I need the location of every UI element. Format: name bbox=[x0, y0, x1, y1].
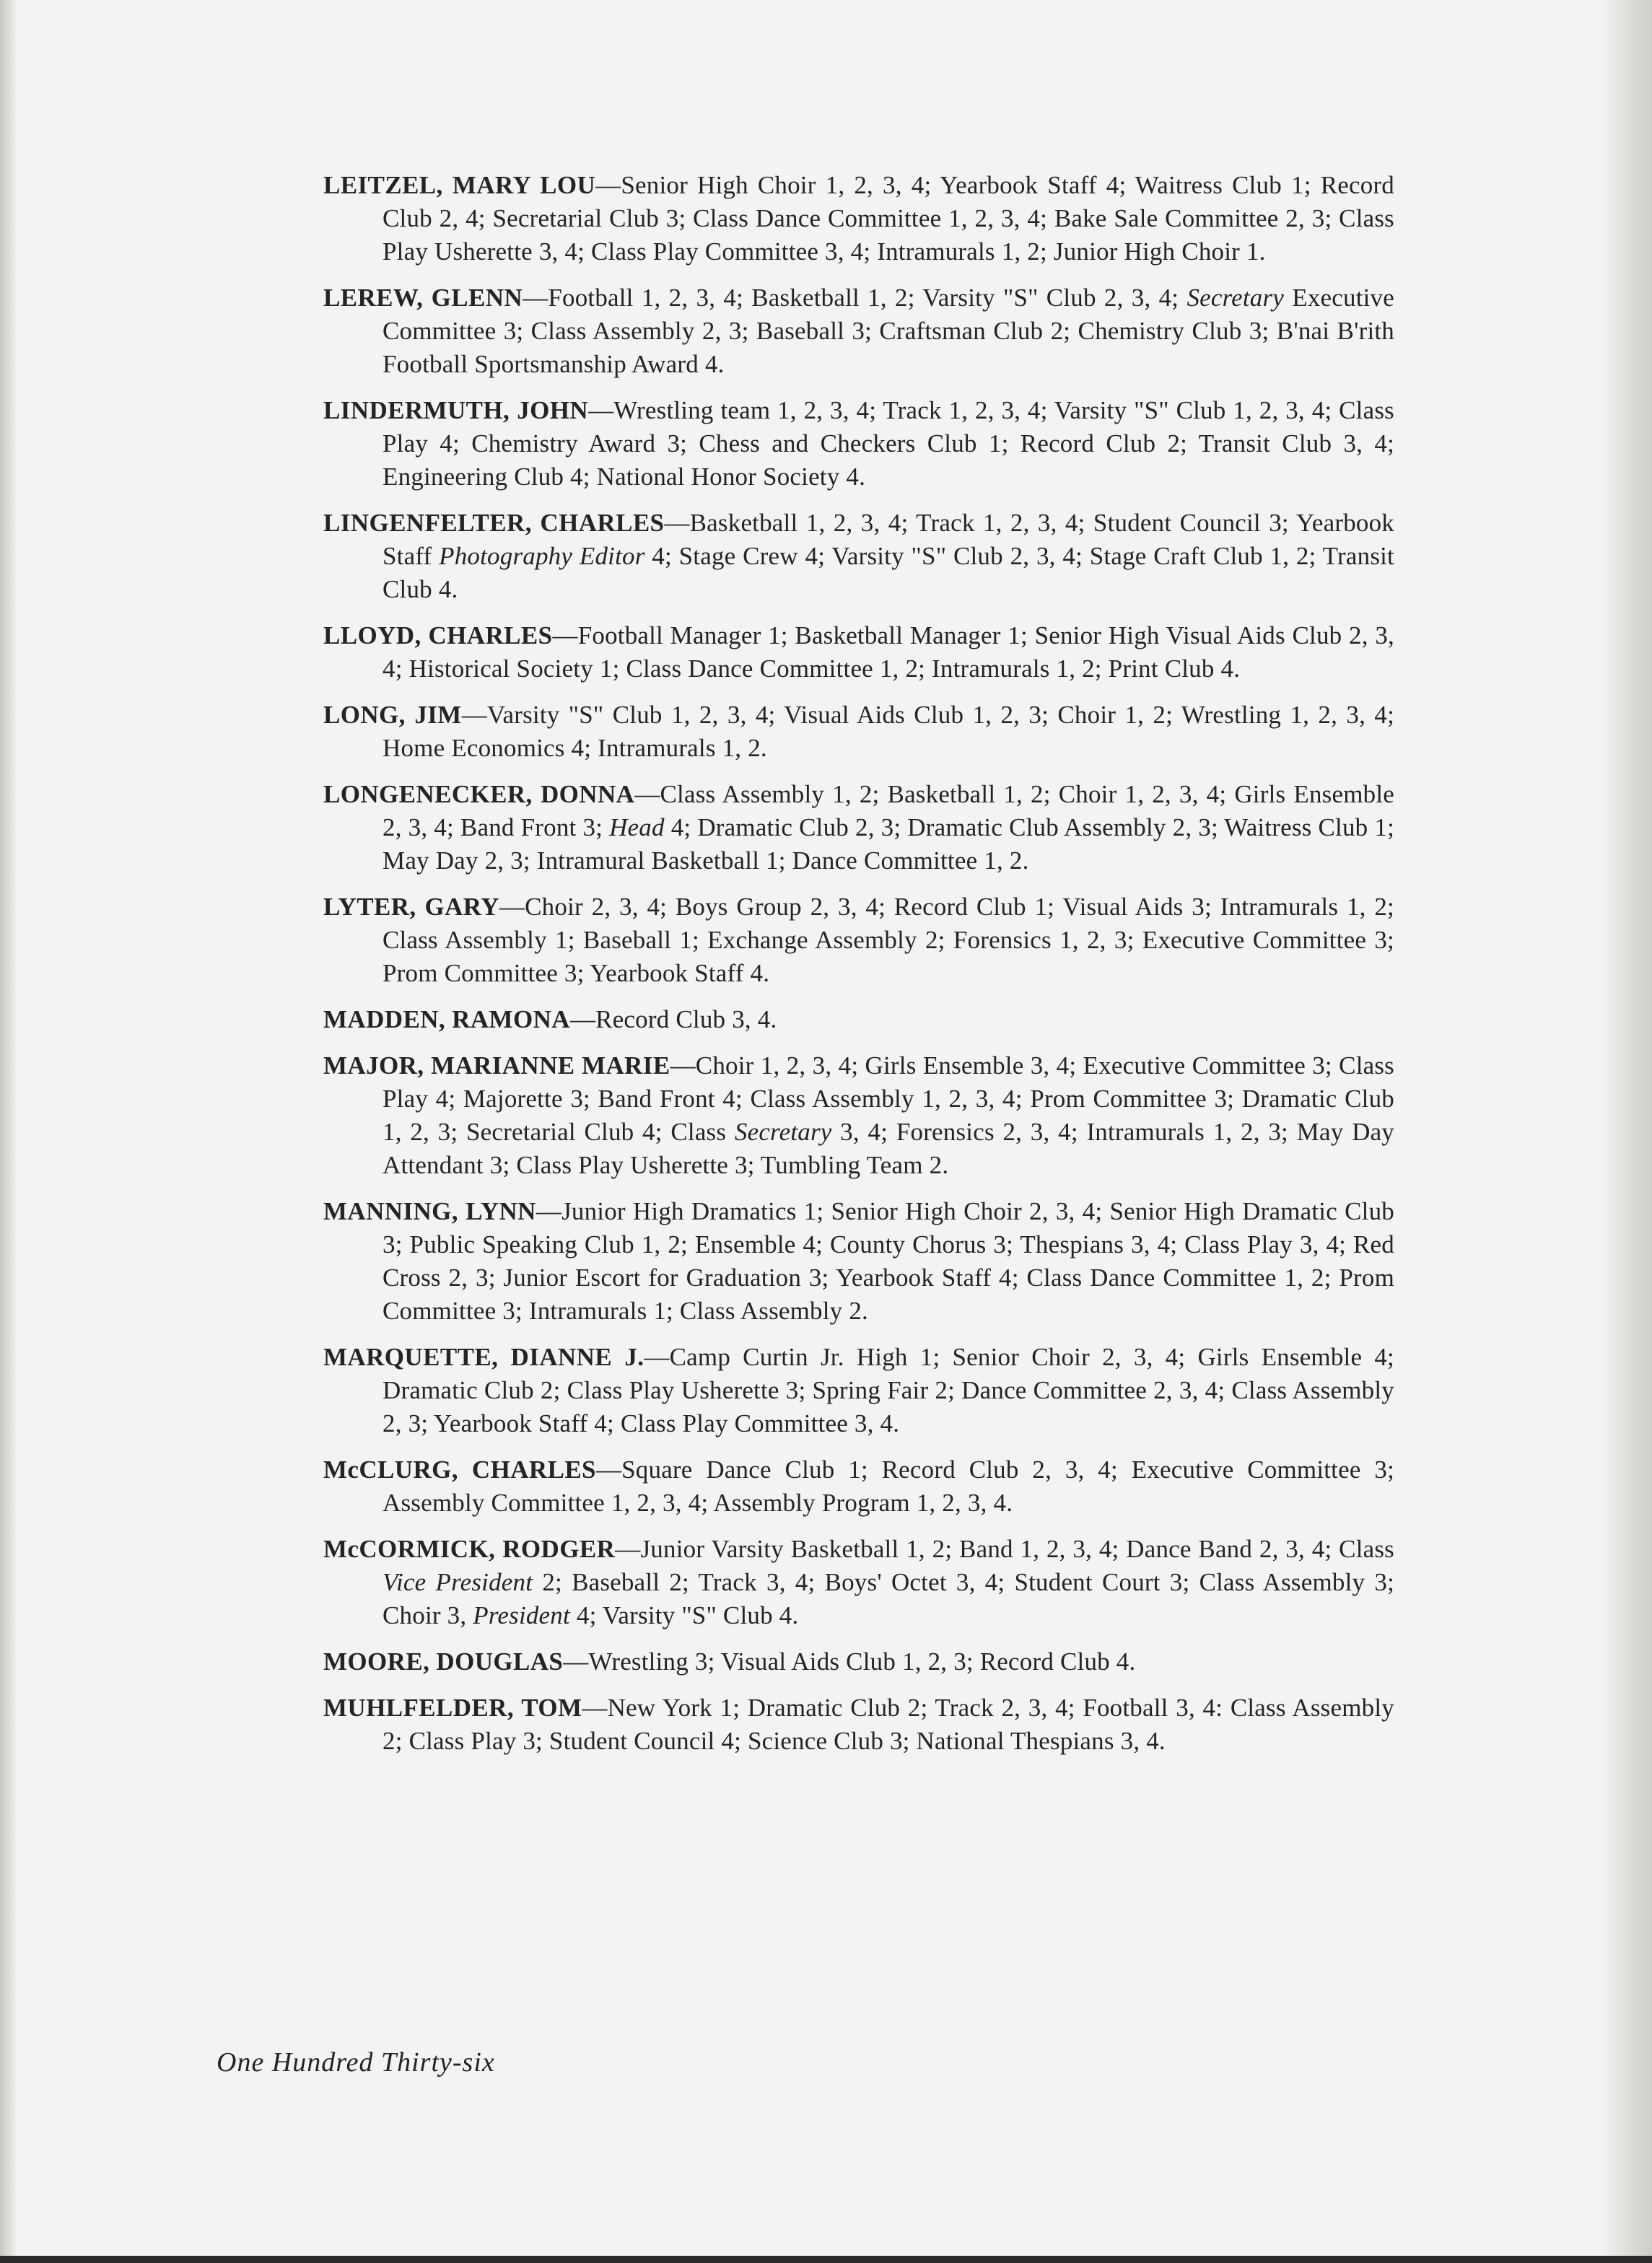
em-dash: — bbox=[588, 396, 614, 424]
student-name: McCORMICK, RODGER bbox=[323, 1535, 616, 1563]
activity-text: Choir 2, 3, 4; Boys Group 2, 3, 4; Record Club 1; Visual Aids 3; Intramurals 1, 2; Class Assembly 1; Baseball 1; Exchange Assembly 2; Forensics 1, 2, 3; Executive Committee 3; Prom Committee 3; Yearbook Staff 4. bbox=[383, 893, 1394, 987]
activity-text: 4; Stage Crew 4; Varsity "S" Club 2, 3, 4; Stage Craft Club 1, 2; Transit Club 4. bbox=[383, 542, 1394, 603]
activity-text: Wrestling team 1, 2, 3, 4; Track 1, 2, 3, 4; Varsity "S" Club 1, 2, 3, 4; Class Play 4; Chemistry Award 3; Chess and Checkers Club 1; Record Club 2; Transit Club 3, 4; Engineering Club 4; National Honor Society 4. bbox=[383, 396, 1394, 491]
activity-text: Football Manager 1; Basketball Manager 1; Senior High Visual Aids Club 2, 3, 4; Historical Society 1; Class Dance Committee 1, 2; Intramurals 1, 2; Print Club 4. bbox=[383, 621, 1394, 683]
em-dash: — bbox=[552, 621, 578, 649]
student-name: LINDERMUTH, JOHN bbox=[323, 396, 589, 424]
em-dash: — bbox=[582, 1694, 608, 1722]
activity-text: Executive Committee 3; Class Assembly 2, 3; Baseball 3; Craftsman Club 2; Chemistry Club 3; B'nai B'rith Football Sportsmanship Award 4. bbox=[383, 284, 1394, 378]
em-dash: — bbox=[499, 893, 525, 921]
em-dash: — bbox=[664, 509, 690, 537]
student-name: MADDEN, RAMONA bbox=[323, 1005, 570, 1033]
student-activity-list bbox=[323, 169, 1394, 1771]
student-name: MAJOR, MARIANNE MARIE bbox=[323, 1051, 670, 1080]
activity-title-italic: Secretary bbox=[734, 1118, 832, 1146]
activity-text: New York 1; Dramatic Club 2; Track 2, 3, 4; Football 3, 4: Class Assembly 2; Class Play 3; Student Council 4; Science Club 3; National Thespians 3, 4. bbox=[383, 1694, 1394, 1755]
student-name: MANNING, LYNN bbox=[323, 1197, 536, 1225]
student-entry bbox=[323, 394, 1394, 494]
activity-text: 4; Dramatic Club 2, 3; Dramatic Club Assembly 2, 3; Waitress Club 1; May Day 2, 3; Intramural Basketball 1; Dance Committee 1, 2. bbox=[383, 813, 1394, 875]
em-dash: — bbox=[670, 1051, 696, 1080]
activity-text: 4; Varsity "S" Club 4. bbox=[569, 1601, 799, 1629]
em-dash: — bbox=[644, 1343, 670, 1371]
student-entry bbox=[323, 778, 1394, 877]
em-dash: — bbox=[536, 1197, 562, 1225]
activity-text: 2; Baseball 2; Track 3, 4; Boys' Octet 3, 4; Student Court 3; Class Assembly 3; Choir 3, bbox=[383, 1568, 1394, 1629]
student-entry bbox=[323, 1003, 1394, 1036]
activity-text: Football 1, 2, 3, 4; Basketball 1, 2; Varsity "S" Club 2, 3, 4; bbox=[548, 284, 1187, 312]
student-name: MOORE, DOUGLAS bbox=[323, 1647, 564, 1676]
student-name: LEREW, GLENN bbox=[323, 284, 523, 312]
activity-text: Wrestling 3; Visual Aids Club 1, 2, 3; Record Club 4. bbox=[588, 1647, 1136, 1676]
student-entry bbox=[323, 507, 1394, 606]
student-name: McCLURG, CHARLES bbox=[323, 1456, 596, 1484]
student-entry bbox=[323, 1453, 1394, 1520]
student-entry bbox=[323, 1195, 1394, 1328]
activity-title-italic: Secretary bbox=[1186, 284, 1285, 312]
student-name: MARQUETTE, DIANNE J. bbox=[323, 1343, 644, 1371]
em-dash: — bbox=[615, 1535, 641, 1563]
activity-title-italic: Photography Editor bbox=[439, 542, 645, 570]
em-dash: — bbox=[523, 284, 549, 312]
student-name: LLOYD, CHARLES bbox=[323, 621, 553, 649]
student-name: LONG, JIM bbox=[323, 701, 462, 729]
student-entry bbox=[323, 281, 1394, 381]
activity-text: Camp Curtin Jr. High 1; Senior Choir 2, 3, 4; Girls Ensemble 4; Dramatic Club 2; Class Play Usherette 3; Spring Fair 2; Dance Committee 2, 3, 4; Class Assembly 2, 3; Yearbook Staff 4; Class Play Committee 3, 4. bbox=[383, 1343, 1394, 1437]
em-dash: — bbox=[569, 1005, 596, 1033]
activity-text: Record Club 3, 4. bbox=[595, 1005, 777, 1033]
page-number-footer: One Hundred Thirty-six bbox=[217, 2047, 495, 2078]
student-entry bbox=[323, 1691, 1394, 1758]
activity-text: Junior High Dramatics 1; Senior High Choir 2, 3, 4; Senior High Dramatic Club 3; Public Speaking Club 1, 2; Ensemble 4; County Chorus 3; Thespians 3, 4; Class Play 3, 4; Red Cross 2, 3; Junior Escort for Graduation 3; Yearbook Staff 4; Class Dance Committee 1, 2; Prom Committee 3; Intramurals 1; Class Assembly 2. bbox=[383, 1197, 1394, 1325]
em-dash: — bbox=[461, 701, 487, 729]
activity-text: Varsity "S" Club 1, 2, 3, 4; Visual Aids Club 1, 2, 3; Choir 1, 2; Wrestling 1, 2, 3, 4; Home Economics 4; Intramurals 1, 2. bbox=[383, 701, 1394, 762]
student-entry bbox=[323, 890, 1394, 990]
page-edge-bottom bbox=[0, 2256, 1652, 2263]
student-entry bbox=[323, 699, 1394, 765]
activity-text: Choir 1, 2, 3, 4; Girls Ensemble 3, 4; Executive Committee 3; Class Play 4; Majorette 3; Band Front 4; Class Assembly 1, 2, 3, 4; Prom Committee 3; Dramatic Club 1, 2, 3; Secretarial Club 4; Class bbox=[383, 1051, 1394, 1146]
page-edge-shadow-left bbox=[0, 0, 16, 2263]
activity-text: Class Assembly 1, 2; Basketball 1, 2; Choir 1, 2, 3, 4; Girls Ensemble 2, 3, 4; Band Front 3; bbox=[383, 780, 1394, 841]
student-name: LINGENFELTER, CHARLES bbox=[323, 509, 665, 537]
student-name: MUHLFELDER, TOM bbox=[323, 1694, 582, 1722]
page-edge-shadow-right bbox=[1601, 0, 1652, 2263]
student-entry bbox=[323, 1341, 1394, 1440]
activity-title-italic: Head bbox=[609, 813, 665, 841]
student-entry bbox=[323, 169, 1394, 268]
activity-text: Senior High Choir 1, 2, 3, 4; Yearbook Staff 4; Waitress Club 1; Record Club 2, 4; Secretarial Club 3; Class Dance Committee 1, 2, 3, 4; Bake Sale Committee 2, 3; Class Play Usherette 3, 4; Class Play Committee 3, 4; Intramurals 1, 2; Junior High Choir 1. bbox=[383, 171, 1394, 266]
activity-text: Basketball 1, 2, 3, 4; Track 1, 2, 3, 4; Student Council 3; Yearbook Staff bbox=[383, 509, 1395, 570]
em-dash: — bbox=[595, 171, 621, 199]
em-dash: — bbox=[563, 1647, 589, 1676]
em-dash: — bbox=[595, 1456, 622, 1484]
activity-text: 3, 4; Forensics 2, 3, 4; Intramurals 1, 2, 3; May Day Attendant 3; Class Play Usherette 3; Tumbling Team 2. bbox=[383, 1118, 1395, 1179]
student-entry bbox=[323, 1645, 1394, 1678]
student-name: LEITZEL, MARY LOU bbox=[323, 171, 596, 199]
activity-text: Junior Varsity Basketball 1, 2; Band 1, 2, 3, 4; Dance Band 2, 3, 4; Class bbox=[640, 1535, 1394, 1563]
activity-text: Square Dance Club 1; Record Club 2, 3, 4; Executive Committee 3; Assembly Committee 1, 2, 3, 4; Assembly Program 1, 2, 3, 4. bbox=[383, 1456, 1395, 1517]
student-name: LYTER, GARY bbox=[323, 893, 499, 921]
student-entry bbox=[323, 1533, 1394, 1632]
student-name: LONGENECKER, DONNA bbox=[323, 780, 635, 808]
activity-title-italic: President bbox=[473, 1601, 570, 1629]
student-entry bbox=[323, 1049, 1394, 1182]
student-entry bbox=[323, 619, 1394, 686]
em-dash: — bbox=[634, 780, 660, 808]
activity-title-italic: Vice President bbox=[383, 1568, 533, 1596]
